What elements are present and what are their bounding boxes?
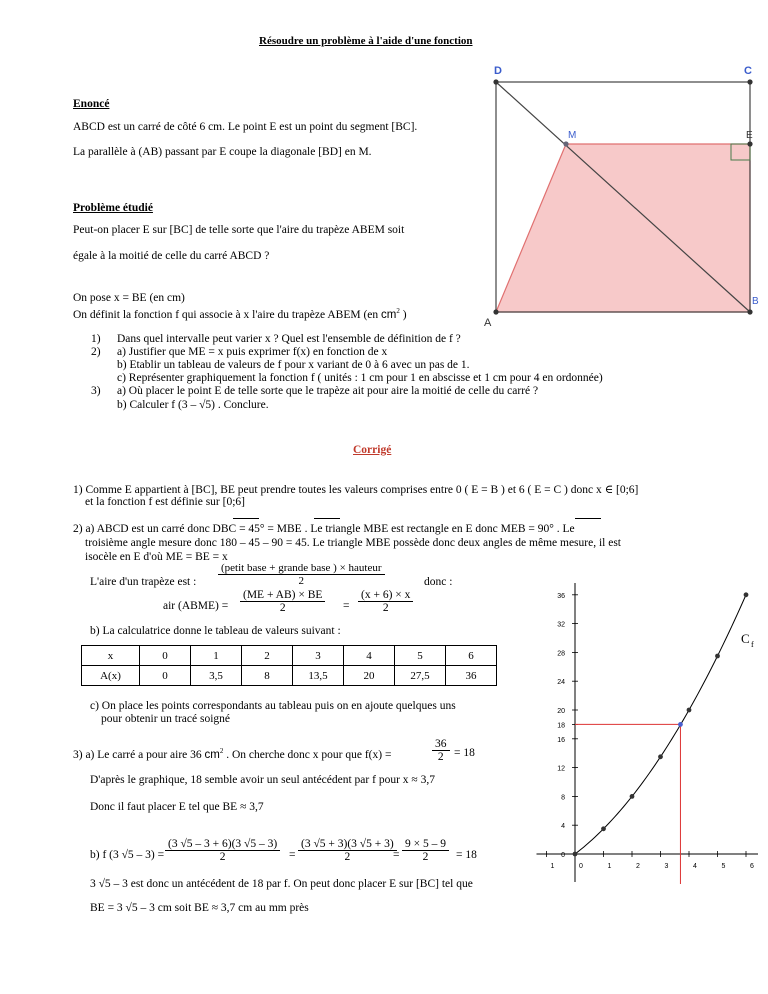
page-title: Résoudre un problème à l'aide d'une fonction <box>259 35 473 47</box>
table-cell: 27,5 <box>395 666 446 686</box>
fraction-numerator: 36 <box>432 738 450 751</box>
trapezoid-abem <box>496 144 750 312</box>
x-tick-label: 3 <box>664 863 669 870</box>
question-number: 3) <box>91 385 101 397</box>
probleme-define <box>73 307 407 321</box>
x-tick-label: 5 <box>721 863 726 870</box>
answer-2a: 2) a) ABCD est un carré donc DBC = 45° = MBE . Le triangle MBE est rectangle en E donc MEB = 90° . Le <box>73 523 575 535</box>
table-cell: 8 <box>242 666 293 686</box>
square-figure <box>478 60 768 330</box>
y-tick-label: 4 <box>561 823 565 831</box>
fraction-numerator: 9 × 5 – 9 <box>402 838 449 851</box>
question-text: a) Où placer le point E de telle sorte que le trapèze ait pour aire la moitié de celle du carré ? <box>117 385 539 397</box>
y-tick-label: 28 <box>557 650 565 658</box>
graph-layer <box>537 583 759 884</box>
data-point <box>573 852 578 857</box>
equals-sign: = <box>393 849 400 861</box>
enonce-heading: Enoncé <box>73 98 110 110</box>
fraction-numerator: (3 √5 – 3 + 6)(3 √5 – 3) <box>165 838 280 851</box>
abme-fraction-1 <box>240 589 325 614</box>
answer-1-cont: et la fonction f est définie sur [0;6] <box>85 496 245 508</box>
enonce-line: ABCD est un carré de côté 6 cm. Le point E est un point du segment [BC]. <box>73 121 418 133</box>
answer-2a-cont: isocèle en E d'où ME = BE = x <box>85 551 228 563</box>
function-graph <box>530 575 760 885</box>
abme-numerator: (x + 6) × x <box>358 589 413 602</box>
unit: cm <box>381 308 397 321</box>
equals-sign: = <box>289 849 296 861</box>
abme-denominator: 2 <box>279 602 286 614</box>
abme-numerator: (ME + AB) × BE <box>240 589 325 602</box>
data-point <box>715 654 720 659</box>
point-e <box>747 141 752 146</box>
area-donc: donc : <box>424 576 453 588</box>
table-cell: 13,5 <box>293 666 344 686</box>
table-cell: 36 <box>446 666 497 686</box>
curve-label-subscript: f <box>751 640 754 649</box>
answer-3a-conclusion: Donc il faut placer E tel que BE ≈ 3,7 <box>90 801 264 813</box>
data-point <box>601 826 606 831</box>
label-b: B <box>752 296 759 307</box>
table-cell: 1 <box>191 646 242 666</box>
abme-denominator: 2 <box>382 602 389 614</box>
probleme-pose: On pose x = BE (en cm) <box>73 292 185 304</box>
equals-sign: = <box>343 600 350 612</box>
abme-label: air (ABME) = <box>163 600 229 612</box>
fraction-denominator: 2 <box>344 851 351 863</box>
x-tick-label: 0 <box>579 863 583 870</box>
answer-3b-frac-3 <box>402 838 449 863</box>
unit-close: ) <box>402 308 407 321</box>
unit: cm <box>204 748 220 761</box>
table-cell: 4 <box>344 646 395 666</box>
unit-exponent: 2 <box>219 747 224 755</box>
x-tick-label: 4 <box>693 863 697 870</box>
question-text: b) Calculer f (3 – √5) . Conclure. <box>117 399 269 411</box>
x-tick-label: 1 <box>550 863 555 870</box>
table-cell: 0 <box>140 666 191 686</box>
fraction-numerator: (3 √5 + 3)(3 √5 + 3) <box>298 838 397 851</box>
point-a <box>493 309 498 314</box>
y-tick-label: 36 <box>557 592 565 600</box>
area-denominator: 2 <box>298 575 305 587</box>
area-formula <box>218 562 385 587</box>
y-tick-label: 8 <box>561 794 565 802</box>
table-cell: A(x) <box>82 666 140 686</box>
answer-3b-lhs: b) f (3 √5 – 3) = <box>90 849 165 861</box>
y-tick-label: 12 <box>557 765 565 773</box>
data-point <box>630 794 635 799</box>
x-tick-label: 6 <box>750 863 754 870</box>
angle-hat <box>314 518 340 519</box>
probleme-heading: Problème étudié <box>73 202 153 214</box>
angle-hat <box>575 518 601 519</box>
table-cell: 6 <box>446 646 497 666</box>
answer-3b-frac-1 <box>165 838 280 863</box>
point-m <box>563 141 568 146</box>
curve-label: C <box>741 631 750 646</box>
y-tick-label: 0 <box>561 852 565 859</box>
table-cell: 2 <box>242 646 293 666</box>
data-point <box>687 708 692 713</box>
label-d: D <box>494 65 502 77</box>
answer-3a-mid: . On cherche donc x pour que f(x) = <box>226 748 392 761</box>
answer-3a <box>73 747 391 761</box>
table-cell: 20 <box>344 666 395 686</box>
label-e: E <box>746 130 753 141</box>
label-c: C <box>744 65 752 77</box>
question-text: b) Etablir un tableau de valeurs de f pour x variant de 0 à 6 avec un pas de 1. <box>117 359 470 371</box>
half-fraction <box>432 738 450 763</box>
y-tick-label: 20 <box>557 708 565 715</box>
corrige-heading: Corrigé <box>353 444 392 456</box>
abme-fraction-2 <box>358 589 413 614</box>
question-text: a) Justifier que ME = x puis exprimer f(x) en fonction de x <box>117 346 388 358</box>
answer-3b-conclusion: 3 √5 – 3 est donc un antécédent de 18 par f. On peut donc placer E sur [BC] tel que <box>90 878 473 890</box>
table-cell: x <box>82 646 140 666</box>
enonce-line: La parallèle à (AB) passant par E coupe la diagonale [BD] en M. <box>73 146 372 158</box>
y-tick-label: 18 <box>557 722 565 730</box>
question-text: Dans quel intervalle peut varier x ? Quel est l'ensemble de définition de f ? <box>117 333 461 345</box>
table-cell: 3,5 <box>191 666 242 686</box>
answer-3b-frac-2 <box>298 838 397 863</box>
fraction-denominator: 2 <box>422 851 429 863</box>
x-tick-label: 2 <box>636 863 640 870</box>
answer-3a-pre: 3) a) Le carré a pour aire 36 <box>73 748 202 761</box>
answer-3b-value: BE = 3 √5 – 3 cm soit BE ≈ 3,7 cm au mm près <box>90 902 309 914</box>
label-m: M <box>568 130 577 141</box>
table-cell: 5 <box>395 646 446 666</box>
data-point <box>744 592 749 597</box>
answer-2c-cont: pour obtenir un tracé soigné <box>101 713 231 725</box>
values-table <box>81 645 497 686</box>
question-text: c) Représenter graphiquement la fonction f ( unités : 1 cm pour 1 en abscisse et 1 cm pour 4 en ordonnée) <box>117 372 603 384</box>
answer-2b: b) La calculatrice donne le tableau de valeurs suivant : <box>90 625 341 637</box>
table-row <box>82 666 497 686</box>
intersection-point <box>678 722 683 727</box>
probleme-line: égale à la moitié de celle du carré ABCD ? <box>73 250 270 262</box>
point-d <box>493 79 498 84</box>
table-cell: 3 <box>293 646 344 666</box>
unit-exponent: 2 <box>396 307 400 315</box>
table-row <box>82 646 497 666</box>
answer-3b-result: = 18 <box>456 849 477 861</box>
area-numerator: (petit base + grande base ) × hauteur <box>218 562 385 575</box>
point-c <box>747 79 752 84</box>
probleme-define-text: On définit la fonction f qui associe à x l'aire du trapèze ABEM (en <box>73 308 379 321</box>
y-tick-label: 24 <box>557 679 565 687</box>
table-cell: 0 <box>140 646 191 666</box>
area-label: L'aire d'un trapèze est : <box>90 576 197 588</box>
y-tick-label: 16 <box>557 736 565 744</box>
x-tick-label: 1 <box>607 863 612 870</box>
data-point <box>658 754 663 759</box>
angle-hat <box>233 518 259 519</box>
probleme-line: Peut-on placer E sur [BC] de telle sorte que l'aire du trapèze ABEM soit <box>73 224 405 236</box>
point-b <box>747 309 752 314</box>
answer-2c: c) On place les points correspondants au tableau puis on en ajoute quelques uns <box>90 700 456 712</box>
fraction-denominator: 2 <box>437 751 444 763</box>
answer-1: 1) Comme E appartient à [BC], BE peut prendre toutes les valeurs comprises entre 0 ( E = B ) et 6 ( E = C ) donc x ∈ [0;6] <box>73 484 639 496</box>
answer-3a-graph: D'après le graphique, 18 semble avoir un seul antécédent par f pour x ≈ 3,7 <box>90 774 435 786</box>
question-number: 2) <box>91 346 101 358</box>
y-tick-label: 32 <box>557 621 565 629</box>
answer-3a-result: = 18 <box>454 747 475 759</box>
answer-2a-cont: troisième angle mesure donc 180 – 45 – 90 = 45. Le triangle MBE possède donc deux angles de même mesure, il est <box>85 537 621 549</box>
fraction-denominator: 2 <box>219 851 226 863</box>
question-number: 1) <box>91 333 101 345</box>
label-a: A <box>484 317 492 329</box>
